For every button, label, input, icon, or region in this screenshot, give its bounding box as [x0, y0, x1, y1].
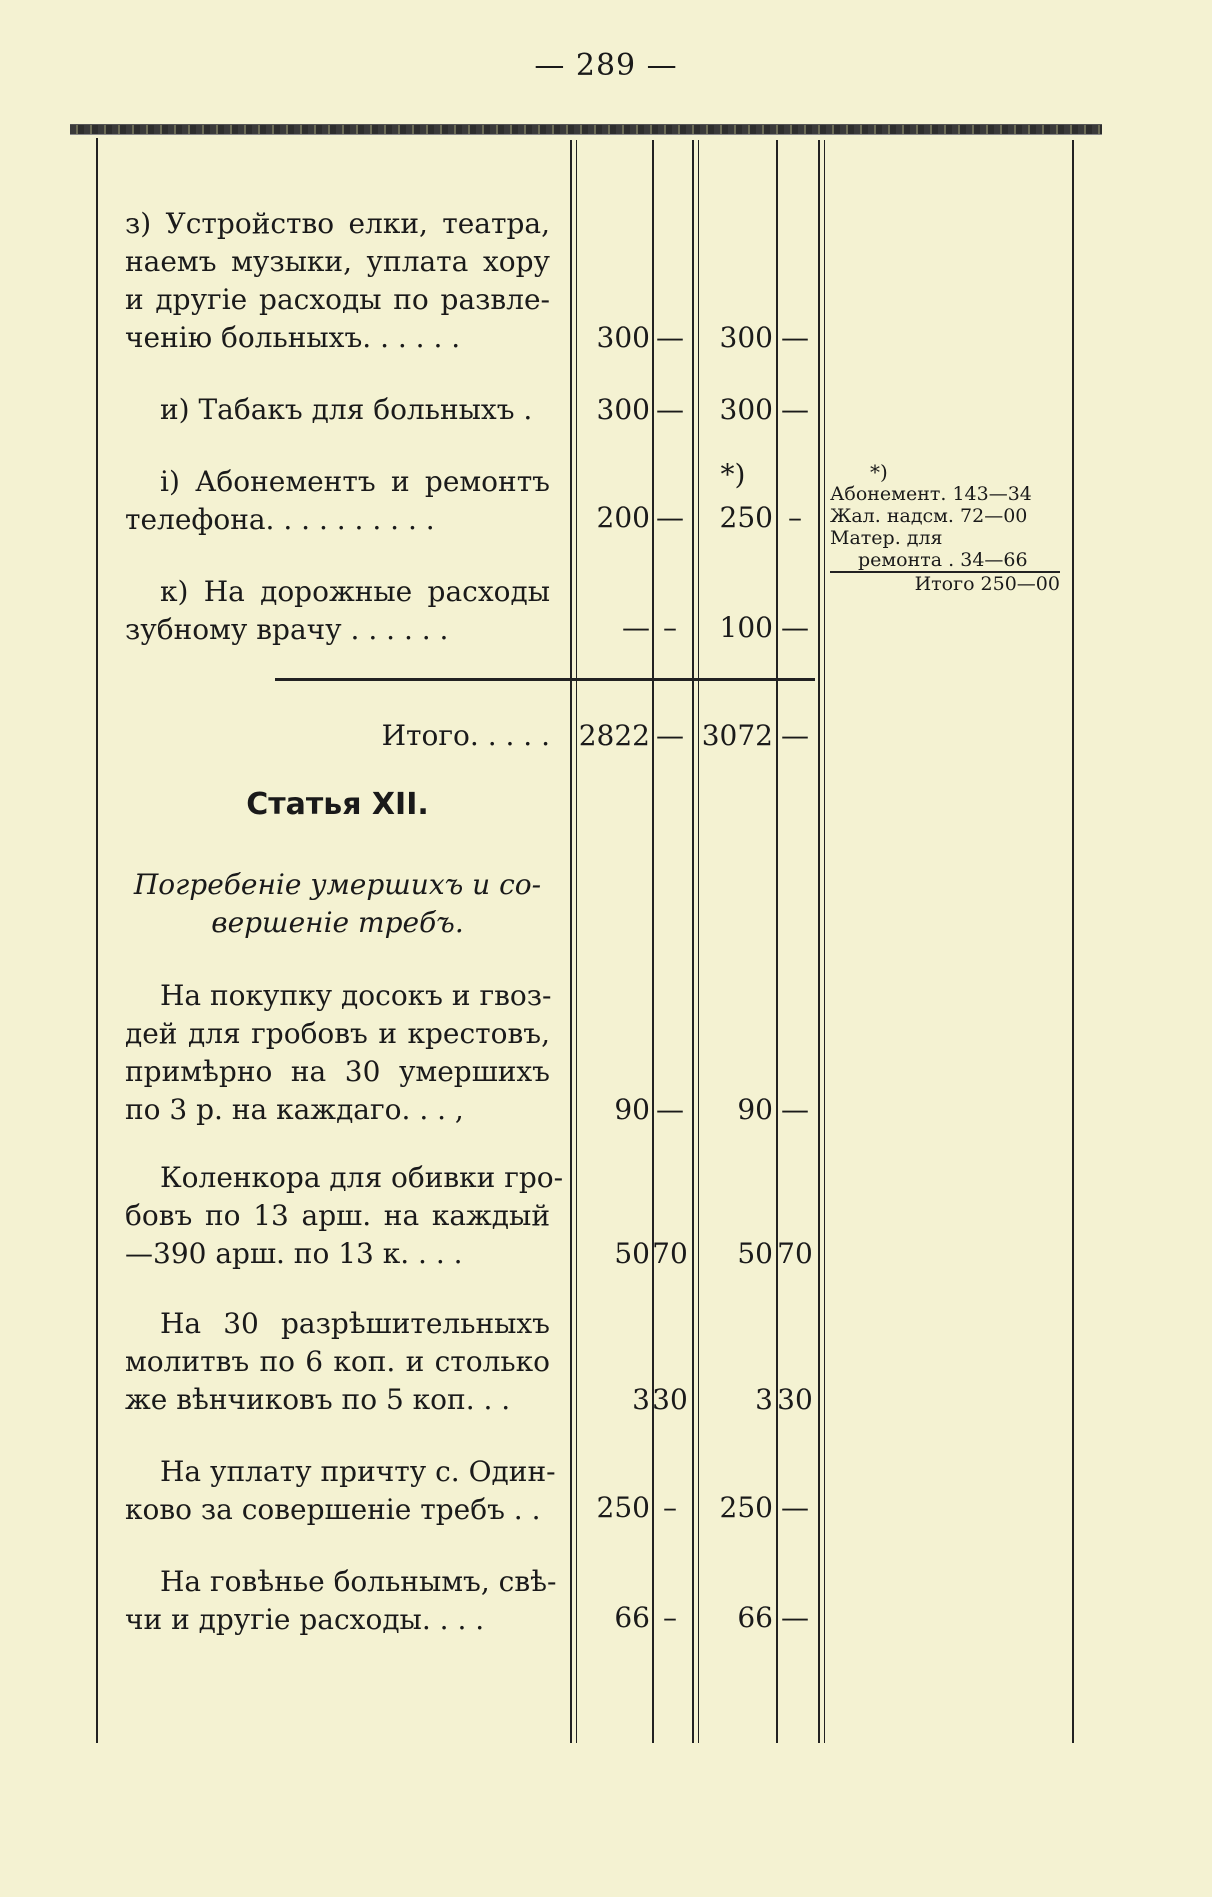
prayers-v2: 30: [652, 1383, 688, 1416]
prayers-v4: 30: [777, 1383, 813, 1416]
item-k-v3: 100: [719, 611, 773, 644]
item-ii-v1: 200: [596, 501, 650, 534]
coffin-boards-v3: 90: [737, 1093, 773, 1126]
item-k-text: к) На дорожные расходы зубному врачу . . . . . .: [125, 575, 550, 646]
calico-v2: 70: [652, 1237, 688, 1270]
calico-v3: 50: [737, 1237, 773, 1270]
item-z-v1: 300: [596, 321, 650, 354]
item-z-v4: —: [781, 321, 809, 354]
clergy-payment-text: На уплату причту с. Один- ково за совершеніе требъ . .: [125, 1455, 556, 1526]
column-rule: [824, 140, 825, 1743]
right-border: [1072, 140, 1074, 1743]
item-i-v3: 300: [719, 393, 773, 426]
item-ii-text: і) Абонементъ и ремонтъ телефона. . . . . . . . . .: [125, 465, 550, 536]
coffin-boards-v2: —: [656, 1093, 684, 1126]
total-rule: [275, 678, 815, 681]
item-i-v1: 300: [596, 393, 650, 426]
calico-v1: 50: [614, 1237, 650, 1270]
coffin-boards-v4: —: [781, 1093, 809, 1126]
coffin-boards-text: На покупку досокъ и гвоз- дей для гробовъ и крестовъ, примѣрно на 30 умершихъ по 3 р. на каждаго. . . ,: [125, 979, 552, 1126]
footnote: *) Абонемент. 143—34 Жал. надсм. 72—00 Матер. для ремонта . 34—66 Итого 250—00: [830, 460, 1060, 595]
coffin-boards-v1: 90: [614, 1093, 650, 1126]
item-i-v2: —: [656, 393, 684, 426]
clergy-payment-v2: –: [663, 1491, 677, 1524]
item-ii-v3: 250: [719, 501, 773, 534]
item-ii-v2: —: [656, 501, 684, 534]
article-heading: Статья XII.: [246, 787, 429, 822]
item-ii-v4: –: [788, 501, 802, 534]
total-v3: 3072: [701, 719, 773, 752]
clergy-payment-v1: 250: [596, 1491, 650, 1524]
fasting-v3: 66: [737, 1601, 773, 1634]
prayers-v1: 3: [632, 1383, 650, 1416]
item-z-v2: —: [656, 321, 684, 354]
top-rule: [70, 124, 1102, 135]
column-rule: [818, 140, 820, 1743]
item-k-v4: —: [781, 611, 809, 644]
total-label: Итого. . . . .: [381, 719, 550, 752]
fasting-v1: 66: [614, 1601, 650, 1634]
total-v4: —: [781, 719, 809, 752]
item-z-v3: 300: [719, 321, 773, 354]
total-v1: 2822: [578, 719, 650, 752]
calico-text: Коленкора для обивки гро- бовъ по 13 арш. на каждый —390 арш. по 13 к. . . .: [125, 1161, 564, 1270]
total-v2: —: [656, 719, 684, 752]
clergy-payment-v3: 250: [719, 1491, 773, 1524]
item-i-text: и) Табакъ для больныхъ .: [160, 393, 533, 426]
footnote-marker: *): [720, 458, 746, 491]
calico-v4: 70: [777, 1237, 813, 1270]
item-k-v2: –: [663, 611, 677, 644]
left-border: [96, 138, 98, 1743]
fasting-v4: —: [781, 1601, 809, 1634]
page-number: — 289 —: [534, 48, 678, 83]
fasting-v2: –: [663, 1601, 677, 1634]
item-i-v4: —: [781, 393, 809, 426]
prayers-text: На 30 разрѣшительныхъ молитвъ по 6 коп. и столько же вѣнчиковъ по 5 коп. . .: [125, 1307, 550, 1416]
prayers-v3: 3: [755, 1383, 773, 1416]
clergy-payment-v4: —: [781, 1491, 809, 1524]
fasting-text: На говѣнье больнымъ, свѣ- чи и другіе расходы. . . .: [125, 1565, 557, 1636]
item-k-v1: —: [622, 611, 650, 644]
item-z-text: з) Устройство елки, театра, наемъ музыки, уплата хору и другіе расходы по развле- ченію больныхъ. . . . . .: [125, 207, 550, 354]
article-subtitle: Погребеніе умершихъ и со- вершеніе требъ.: [133, 868, 542, 939]
